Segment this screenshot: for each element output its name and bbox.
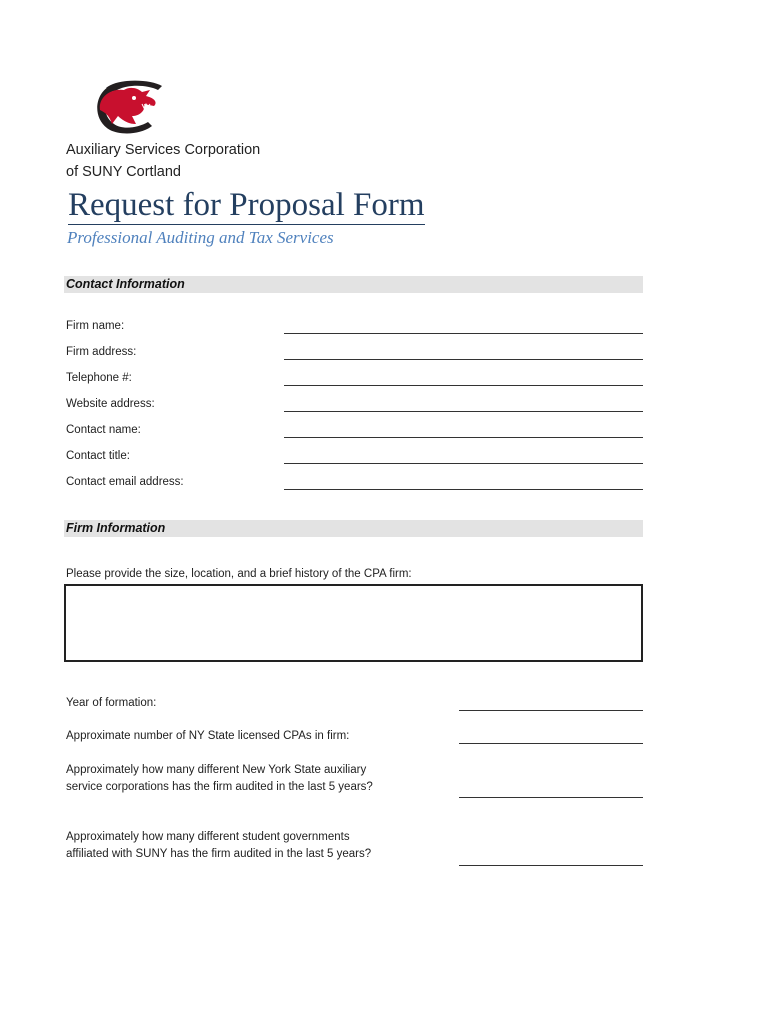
- aux-corps-label: [66, 762, 373, 796]
- dragon-logo: [88, 80, 166, 136]
- student-gov-label-line-1: Approximately how many different student governments: [66, 831, 350, 843]
- year-formation-field[interactable]: [459, 710, 643, 711]
- contact-section-title: Contact Information: [66, 277, 185, 291]
- org-line-1: Auxiliary Services Corporation: [66, 142, 261, 158]
- firm-name-field[interactable]: [284, 333, 643, 334]
- firm-address-field[interactable]: [284, 359, 643, 360]
- telephone-label: Telephone #:: [66, 372, 132, 384]
- contact-email-label: Contact email address:: [66, 476, 184, 488]
- contact-name-field[interactable]: [284, 437, 643, 438]
- student-gov-label-line-2: affiliated with SUNY has the firm audited in the last 5 years?: [66, 848, 372, 860]
- firm-name-label: Firm name:: [66, 320, 125, 332]
- firm-address-label: Firm address:: [66, 346, 137, 358]
- contact-title-label: Contact title:: [66, 450, 130, 462]
- year-formation-label: Year of formation:: [66, 697, 157, 709]
- organization-name: [66, 139, 260, 183]
- logo-eye: [132, 96, 136, 100]
- student-gov-field[interactable]: [459, 865, 643, 866]
- org-line-2: of SUNY Cortland: [66, 164, 181, 180]
- firm-section-title: Firm Information: [66, 521, 166, 535]
- firm-history-prompt: Please provide the size, location, and a brief history of the CPA firm:: [66, 568, 412, 580]
- website-label: Website address:: [66, 398, 155, 410]
- contact-title-field[interactable]: [284, 463, 643, 464]
- cpa-count-label: Approximate number of NY State licensed CPAs in firm:: [66, 730, 350, 742]
- form-subtitle: Professional Auditing and Tax Services: [67, 228, 334, 247]
- form-title: Request for Proposal Form: [68, 187, 425, 223]
- website-field[interactable]: [284, 411, 643, 412]
- aux-corps-label-line-2: service corporations has the firm audited in the last 5 years?: [66, 781, 373, 793]
- telephone-field[interactable]: [284, 385, 643, 386]
- firm-history-textbox[interactable]: [64, 584, 643, 662]
- firm-section-header: [64, 520, 643, 537]
- contact-name-label: Contact name:: [66, 424, 141, 436]
- student-gov-label: [66, 829, 371, 863]
- cpa-count-field[interactable]: [459, 743, 643, 744]
- aux-corps-label-line-1: Approximately how many different New York State auxiliary: [66, 764, 367, 776]
- contact-email-field[interactable]: [284, 489, 643, 490]
- contact-section-header: [64, 276, 643, 293]
- aux-corps-field[interactable]: [459, 797, 643, 798]
